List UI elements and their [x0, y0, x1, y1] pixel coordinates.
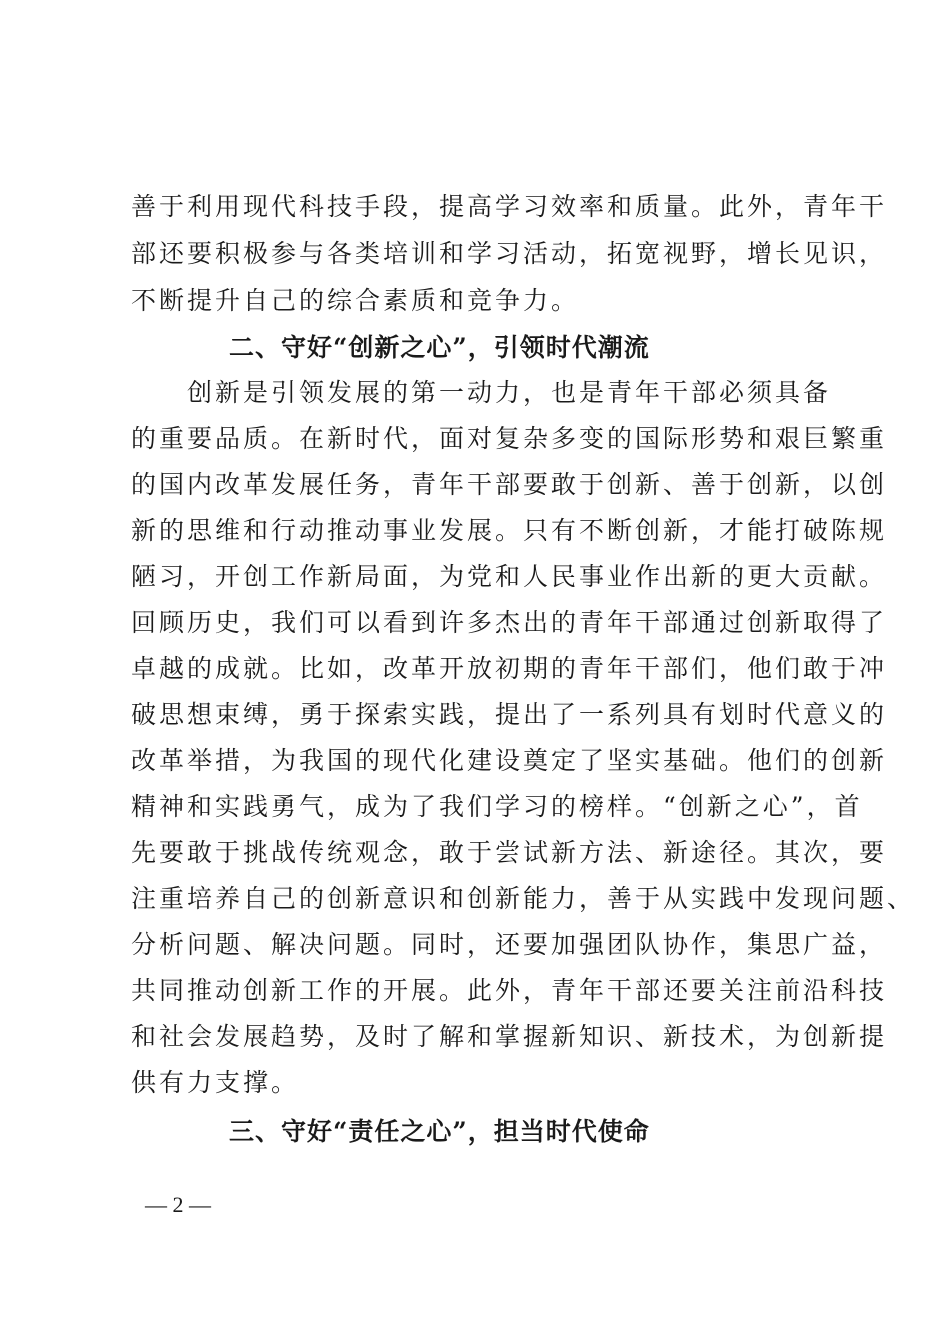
paragraph-line: 部还要积极参与各类培训和学习活动，拓宽视野，增长见识，	[131, 239, 888, 268]
paragraph-line: 精神和实践勇气，成为了我们学习的榜样。“创新之心”，首	[131, 792, 863, 821]
section-heading: 二、守好“创新之心”，引领时代潮流	[229, 333, 650, 362]
paragraph-line: 善于利用现代科技手段，提高学习效率和质量。此外，青年干	[131, 192, 888, 221]
paragraph-line: 破思想束缚，勇于探索实践，提出了一系列具有划时代意义的	[131, 700, 888, 729]
paragraph-line: 共同推动创新工作的开展。此外，青年干部还要关注前沿科技	[131, 976, 888, 1005]
paragraph-line: 注重培养自己的创新意识和创新能力，善于从实践中发现问题、	[131, 884, 916, 913]
paragraph-line: 供有力支撑。	[131, 1068, 300, 1097]
paragraph-line: 不断提升自己的综合素质和竞争力。	[131, 286, 580, 315]
paragraph-line: 的国内改革发展任务，青年干部要敢于创新、善于创新，以创	[131, 470, 888, 499]
paragraph-line: 陋习，开创工作新局面，为党和人民事业作出新的更大贡献。	[131, 562, 888, 591]
paragraph-line: 卓越的成就。比如，改革开放初期的青年干部们，他们敢于冲	[131, 654, 888, 683]
paragraph-line: 分析问题、解决问题。同时，还要加强团队协作，集思广益，	[131, 930, 888, 959]
paragraph-line: 先要敢于挑战传统观念，敢于尝试新方法、新途径。其次，要	[131, 838, 888, 867]
paragraph-line: 和社会发展趋势，及时了解和掌握新知识、新技术，为创新提	[131, 1022, 888, 1051]
section-heading: 三、守好“责任之心”，担当时代使命	[229, 1117, 650, 1146]
paragraph-line: 创新是引领发展的第一动力，也是青年干部必须具备	[131, 378, 832, 407]
paragraph-line: 新的思维和行动推动事业发展。只有不断创新，才能打破陈规	[131, 516, 888, 545]
page-number: — 2 —	[145, 1192, 211, 1217]
paragraph-line: 回顾历史，我们可以看到许多杰出的青年干部通过创新取得了	[131, 608, 888, 637]
paragraph-line: 改革举措，为我国的现代化建设奠定了坚实基础。他们的创新	[131, 746, 888, 775]
paragraph-line: 的重要品质。在新时代，面对复杂多变的国际形势和艰巨繁重	[131, 424, 888, 453]
